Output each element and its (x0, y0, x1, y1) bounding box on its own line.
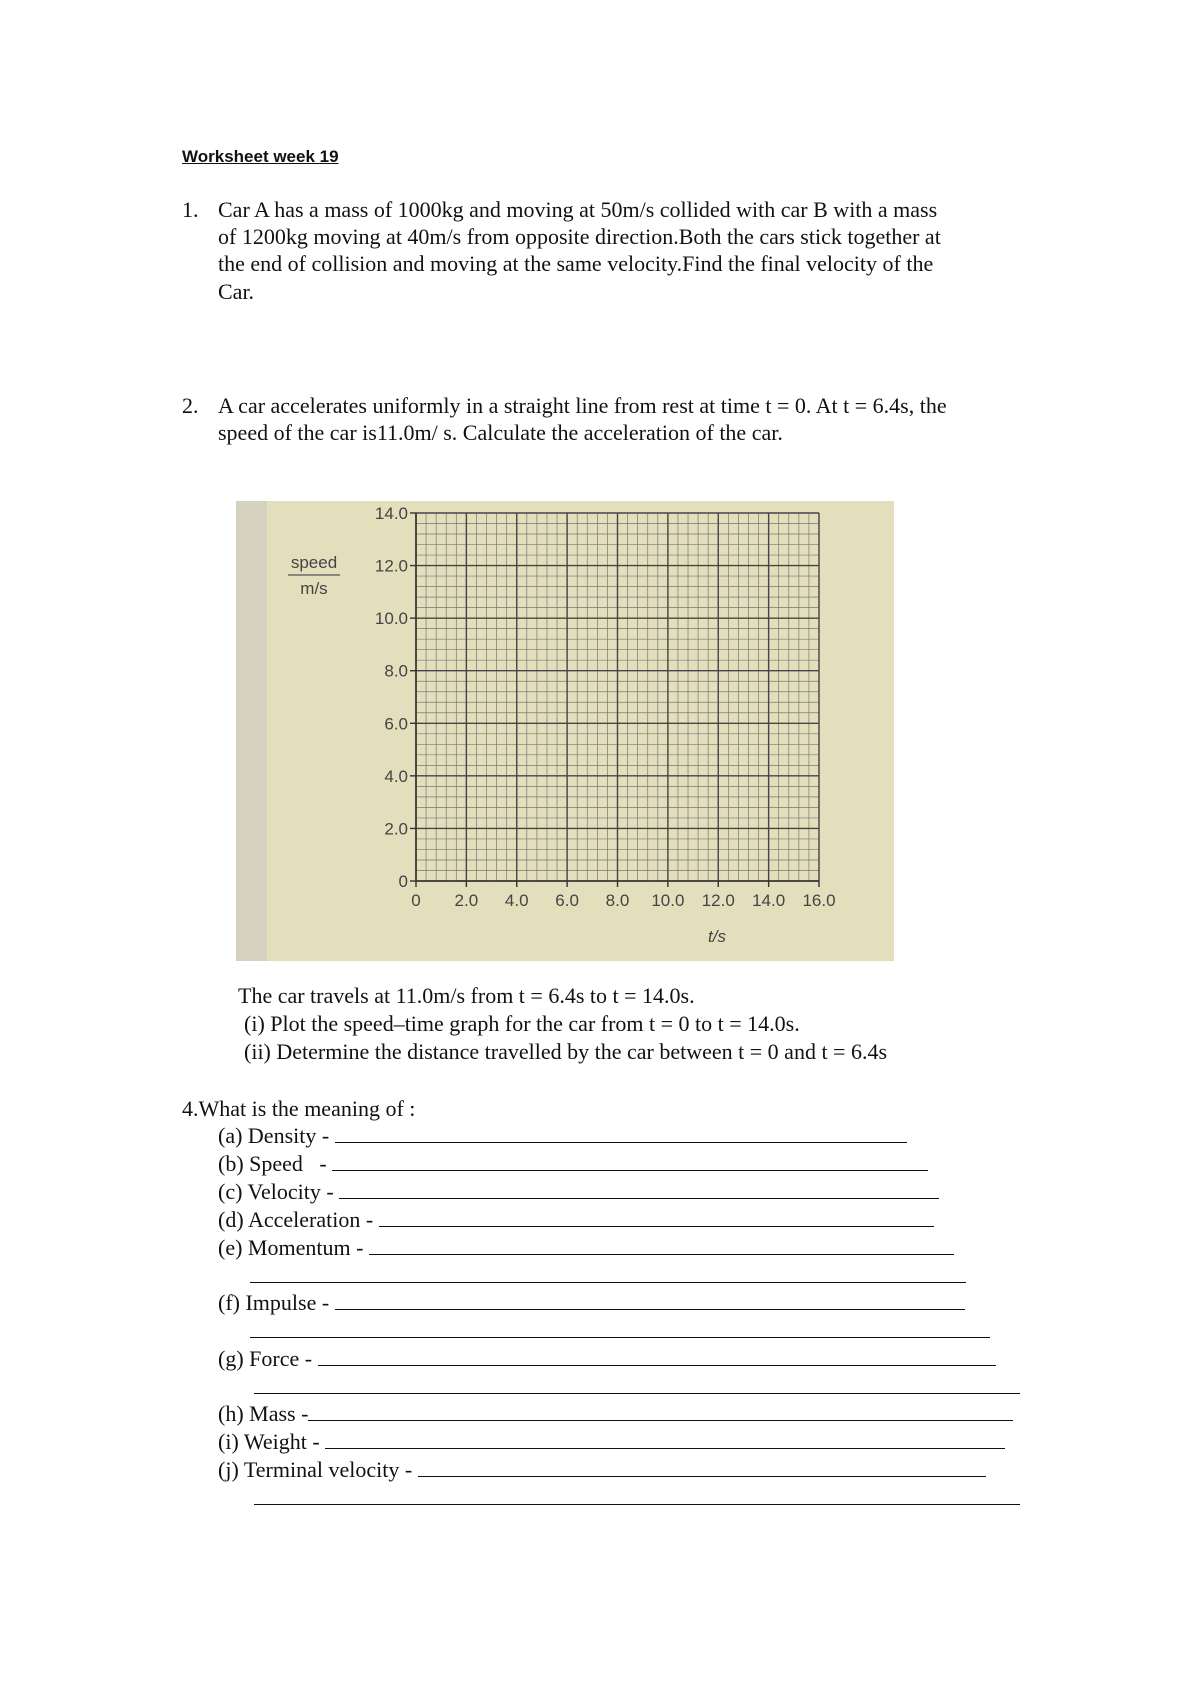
x-tick-label: 8.0 (605, 891, 630, 910)
x-tick-label: 12.0 (701, 891, 735, 910)
question-1-line-1: Car A has a mass of 1000kg and moving at 50m/s collided with car B with a mass (218, 197, 938, 222)
definition-label: (d) Acceleration - (218, 1207, 374, 1232)
question-2-line-2: speed of the car is11.0m/ s. Calculate the acceleration of the car. (218, 420, 783, 445)
question-1-line-4: Car. (218, 279, 255, 304)
answer-blank[interactable] (379, 1207, 934, 1227)
x-tick-label: 6.0 (555, 891, 579, 910)
y-axis-label-top: speed (290, 553, 338, 572)
y-tick-label: 2.0 (384, 819, 408, 839)
definition-velocity (218, 1178, 939, 1205)
worksheet-title: Worksheet week 19 (182, 147, 339, 166)
graph-part-ii: (ii) Determine the distance travelled by the car between t = 0 and t = 6.4s (244, 1039, 888, 1064)
x-tick-label: 14.0 (752, 891, 786, 910)
question-4-heading: 4.What is the meaning of : (182, 1096, 416, 1121)
answer-blank[interactable] (325, 1429, 1005, 1449)
x-tick-label: 2.0 (454, 891, 479, 910)
definition-label: (e) Momentum - (218, 1235, 364, 1260)
definition-label: (b) Speed - (218, 1151, 327, 1176)
y-tick-label: 8.0 (384, 661, 408, 681)
answer-blank[interactable] (418, 1457, 986, 1477)
answer-blank-continuation[interactable] (254, 1373, 1020, 1394)
question-2-number: 2. (182, 393, 199, 418)
definition-acceleration (218, 1206, 934, 1233)
y-axis-label-bottom: m/s (300, 579, 328, 598)
definition-label: (j) Terminal velocity - (218, 1457, 413, 1482)
answer-blank-continuation[interactable] (250, 1317, 990, 1338)
x-tick-label: 4.0 (504, 891, 529, 910)
definition-label: (c) Velocity - (218, 1179, 334, 1204)
definition-label: (f) Impulse - (218, 1290, 330, 1315)
y-tick-label: 14.0 (374, 504, 408, 523)
answer-blank-continuation[interactable] (254, 1484, 1020, 1505)
question-2-line-1: A car accelerates uniformly in a straight line from rest at time t = 0. At t = 6.4s, the (218, 393, 947, 418)
answer-blank[interactable] (339, 1179, 939, 1199)
x-tick-label: 10.0 (651, 891, 685, 910)
definition-label: (h) Mass - (218, 1401, 309, 1426)
definition-label: (g) Force - (218, 1346, 313, 1371)
definition-weight (218, 1428, 1005, 1455)
question-1-number: 1. (182, 197, 199, 222)
definition-force (218, 1345, 996, 1372)
answer-blank[interactable] (308, 1401, 1013, 1421)
question-1-line-2: of 1200kg moving at 40m/s from opposite direction.Both the cars stick together at (218, 224, 941, 249)
y-tick-label: 10.0 (374, 609, 408, 629)
answer-blank[interactable] (318, 1346, 996, 1366)
axis-ticks (410, 513, 819, 887)
definition-impulse (218, 1289, 965, 1316)
speed-time-graph (236, 501, 894, 961)
definition-label: (i) Weight - (218, 1429, 320, 1454)
answer-blank[interactable] (335, 1290, 965, 1310)
x-axis-label: t/s (708, 927, 726, 946)
answer-blank[interactable] (369, 1235, 954, 1255)
y-tick-label: 12.0 (374, 556, 408, 576)
graph-part-i: (i) Plot the speed–time graph for the car from t = 0 to t = 14.0s. (244, 1011, 800, 1036)
definition-label: (a) Density - (218, 1123, 330, 1148)
y-tick-label: 4.0 (384, 766, 408, 786)
x-tick-label: 16.0 (802, 891, 836, 910)
definition-momentum (218, 1234, 954, 1261)
definition-mass (218, 1400, 1013, 1427)
question-1-line-3: the end of collision and moving at the same velocity.Find the final velocity of the (218, 251, 934, 276)
answer-blank-continuation[interactable] (250, 1262, 966, 1283)
graph-intro: The car travels at 11.0m/s from t = 6.4s to t = 14.0s. (238, 983, 695, 1008)
speed-time-grid (236, 501, 894, 961)
definition-terminal-velocity (218, 1456, 986, 1483)
definition-speed (218, 1150, 928, 1177)
answer-blank[interactable] (332, 1151, 928, 1171)
x-tick-label: 0 (411, 891, 421, 910)
definition-density (218, 1122, 907, 1149)
y-tick-label: 0 (398, 872, 408, 891)
answer-blank[interactable] (335, 1123, 907, 1143)
y-tick-label: 6.0 (384, 714, 408, 734)
